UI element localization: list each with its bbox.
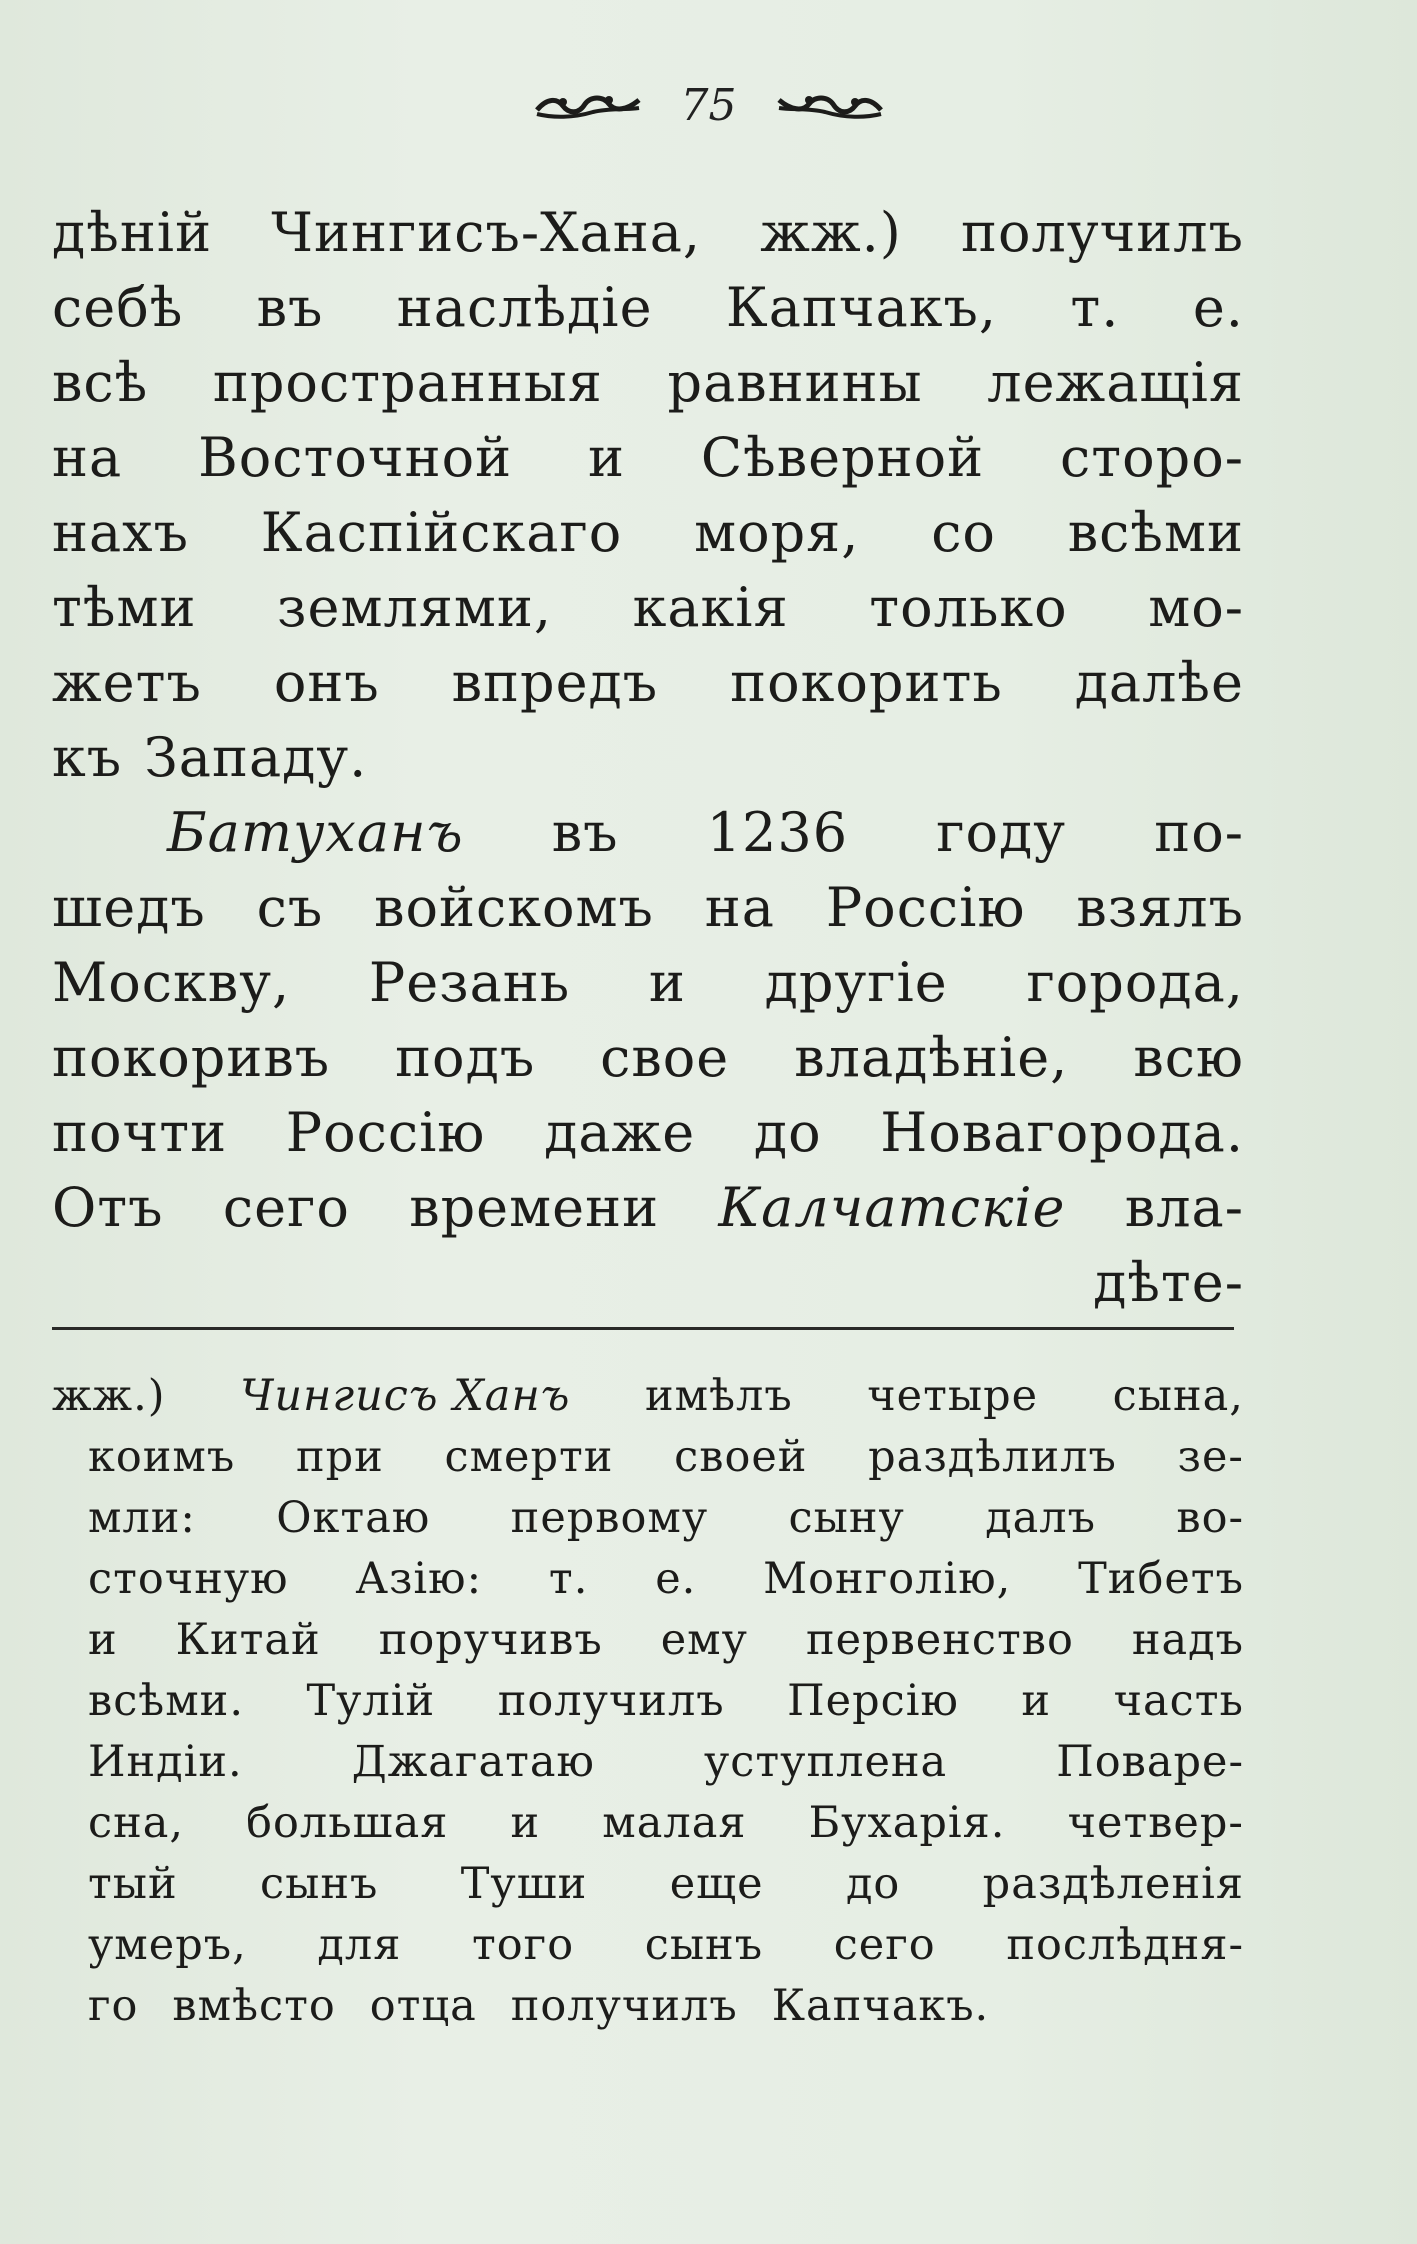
word: другіе (764, 951, 948, 1014)
word: первенство (805, 1615, 1074, 1665)
word: сего (833, 1920, 936, 1970)
word: Резань (368, 951, 571, 1014)
footnote-line (52, 1427, 1244, 1488)
text-line (52, 1095, 1244, 1170)
word: почти (52, 1101, 228, 1164)
footnote-line (52, 1671, 1244, 1732)
word: т. (548, 1554, 589, 1604)
word: поручивъ (378, 1615, 603, 1665)
footnote-line (52, 1793, 1244, 1854)
word: е. (1192, 276, 1244, 339)
word: раздѣлилъ (868, 1432, 1117, 1482)
word: четыре (867, 1371, 1039, 1421)
word: зе- (1177, 1432, 1244, 1482)
text-line (52, 795, 1244, 870)
word: Батуханъ (167, 801, 464, 864)
word: къ (52, 726, 123, 789)
word: Джагатаю (351, 1737, 595, 1787)
word: лежащія (987, 351, 1244, 414)
word: смерти (444, 1432, 614, 1482)
word: отца (369, 1981, 477, 2031)
footnote-line (52, 1854, 1244, 1915)
footnote-line (52, 1915, 1244, 1976)
word: сторо- (1060, 426, 1244, 489)
word: со (931, 501, 996, 564)
word: дѣте- (1093, 1251, 1244, 1314)
word: жетъ (52, 651, 202, 714)
word: 1236 (706, 801, 849, 864)
word: Калчатскіе (718, 1176, 1066, 1239)
text-line (52, 645, 1244, 720)
word: сыну (788, 1493, 905, 1543)
footnote-divider (52, 1327, 1234, 1330)
text-line (52, 870, 1244, 945)
word: въ (551, 801, 619, 864)
word: коимъ (88, 1432, 236, 1482)
word: еще (669, 1859, 764, 1909)
word: наслѣдіе (396, 276, 653, 339)
word: землями, (277, 576, 552, 639)
page-number: 75 (680, 79, 737, 131)
word: малая (602, 1798, 747, 1848)
word: сына, (1112, 1371, 1244, 1421)
word: того (471, 1920, 575, 1970)
word: и (1021, 1676, 1052, 1726)
word: Сѣверной (700, 426, 985, 489)
text-line (52, 495, 1244, 570)
word: первому (510, 1493, 709, 1543)
word: покорить (730, 651, 1003, 714)
word: Россію (285, 1101, 486, 1164)
word: всю (1133, 1026, 1244, 1089)
word: Чингисъ-Хана, (271, 201, 702, 264)
word: при (295, 1432, 384, 1482)
word: всѣми. (88, 1676, 244, 1726)
word: сна, (88, 1798, 185, 1848)
catchword (52, 1245, 1244, 1320)
left-scroll-ornament-icon (533, 88, 643, 122)
word: Восточной (198, 426, 513, 489)
word: взялъ (1076, 876, 1244, 939)
text-line (52, 945, 1244, 1020)
word: получилъ (961, 201, 1244, 264)
text-line (52, 1020, 1244, 1095)
word: всѣми (1067, 501, 1244, 564)
footnote (52, 1366, 1244, 2037)
word: владѣніе, (794, 1026, 1069, 1089)
word: какія (632, 576, 789, 639)
word: надъ (1131, 1615, 1244, 1665)
word: имѣлъ (644, 1371, 793, 1421)
word: Октаю (276, 1493, 431, 1543)
word: Поваре- (1056, 1737, 1244, 1787)
word: четвер- (1067, 1798, 1244, 1848)
word: вмѣсто (172, 1981, 336, 2031)
word: моря, (694, 501, 860, 564)
word: Туши (460, 1859, 588, 1909)
word: до (845, 1859, 901, 1909)
word: времени (409, 1176, 660, 1239)
word: только (869, 576, 1068, 639)
word: Тулій (306, 1676, 436, 1726)
word: и (88, 1615, 118, 1665)
word: даже (544, 1101, 696, 1164)
word: въ (256, 276, 324, 339)
word: и (510, 1798, 541, 1848)
main-text (52, 195, 1244, 1320)
word: жж.) (52, 1371, 166, 1421)
word: и (648, 951, 686, 1014)
footnote-line (52, 1549, 1244, 1610)
word: мо- (1148, 576, 1244, 639)
word: вла- (1124, 1176, 1244, 1239)
word: равнины (667, 351, 923, 414)
right-scroll-ornament-icon (775, 88, 885, 122)
word: послѣдня- (1006, 1920, 1244, 1970)
word: во- (1176, 1493, 1244, 1543)
footnote-line (52, 1610, 1244, 1671)
word: покоривъ (52, 1026, 331, 1089)
word: всѣ (52, 351, 149, 414)
word: Россію (825, 876, 1026, 939)
word: свое (600, 1026, 730, 1089)
word: т. (1070, 276, 1120, 339)
word: Монголію, (763, 1554, 1012, 1604)
word: пространныя (212, 351, 603, 414)
word: Западу. (144, 726, 368, 789)
footnote-line (52, 1976, 1244, 2037)
word: сего (222, 1176, 350, 1239)
word: войскомъ (374, 876, 654, 939)
word: Азію: (355, 1554, 483, 1604)
word: Капчакъ, (725, 276, 998, 339)
footnote-line (52, 1732, 1244, 1793)
word: Персію (787, 1676, 959, 1726)
word: большая (246, 1798, 449, 1848)
word: шедъ (52, 876, 206, 939)
word: съ (256, 876, 324, 939)
word: Отъ (52, 1176, 164, 1239)
word: далѣе (1074, 651, 1244, 714)
word: е. (655, 1554, 697, 1604)
word: подъ (395, 1026, 536, 1089)
word: ему (660, 1615, 748, 1665)
word: сынъ (644, 1920, 764, 1970)
word: Каспійскаго (260, 501, 623, 564)
text-line (52, 345, 1244, 420)
text-line (52, 570, 1244, 645)
word: го (88, 1981, 139, 2031)
word: тѣми (52, 576, 197, 639)
word: и (587, 426, 625, 489)
word: мли: (88, 1493, 196, 1543)
word: Москву, (52, 951, 291, 1014)
word: Чингисъ Ханъ (240, 1371, 571, 1421)
word: раздѣленія (982, 1859, 1244, 1909)
word: себѣ (52, 276, 184, 339)
word: Новагорода. (880, 1101, 1244, 1164)
word: своей (674, 1432, 808, 1482)
word: уступлена (704, 1737, 948, 1787)
word: далъ (985, 1493, 1096, 1543)
footnote-line (52, 1366, 1244, 1427)
word: получилъ (497, 1676, 725, 1726)
word: Бухарія. (808, 1798, 1006, 1848)
text-line (52, 195, 1244, 270)
word: сынъ (260, 1859, 379, 1909)
word: году (936, 801, 1067, 864)
word: на (704, 876, 775, 939)
word: до (753, 1101, 822, 1164)
word: онъ (273, 651, 380, 714)
word: на (52, 426, 123, 489)
text-line (52, 720, 1244, 795)
word: Капчакъ. (771, 1981, 990, 2031)
word: получилъ (510, 1981, 738, 2031)
word: дѣній (52, 201, 213, 264)
word: по- (1154, 801, 1244, 864)
footnote-line (52, 1488, 1244, 1549)
word: Индіи. (88, 1737, 243, 1787)
word: жж.) (760, 201, 902, 264)
text-line (52, 1170, 1244, 1245)
word: тый (88, 1859, 178, 1909)
text-line (52, 420, 1244, 495)
text-line (52, 270, 1244, 345)
word: для (317, 1920, 402, 1970)
word: Китай (175, 1615, 321, 1665)
word: города, (1026, 951, 1244, 1014)
word: сточную (88, 1554, 289, 1604)
word: впредъ (451, 651, 659, 714)
word: часть (1113, 1676, 1244, 1726)
word: нахъ (52, 501, 189, 564)
word: умеръ, (88, 1920, 247, 1970)
page-header (0, 70, 1417, 140)
word: Тибетъ (1078, 1554, 1244, 1604)
